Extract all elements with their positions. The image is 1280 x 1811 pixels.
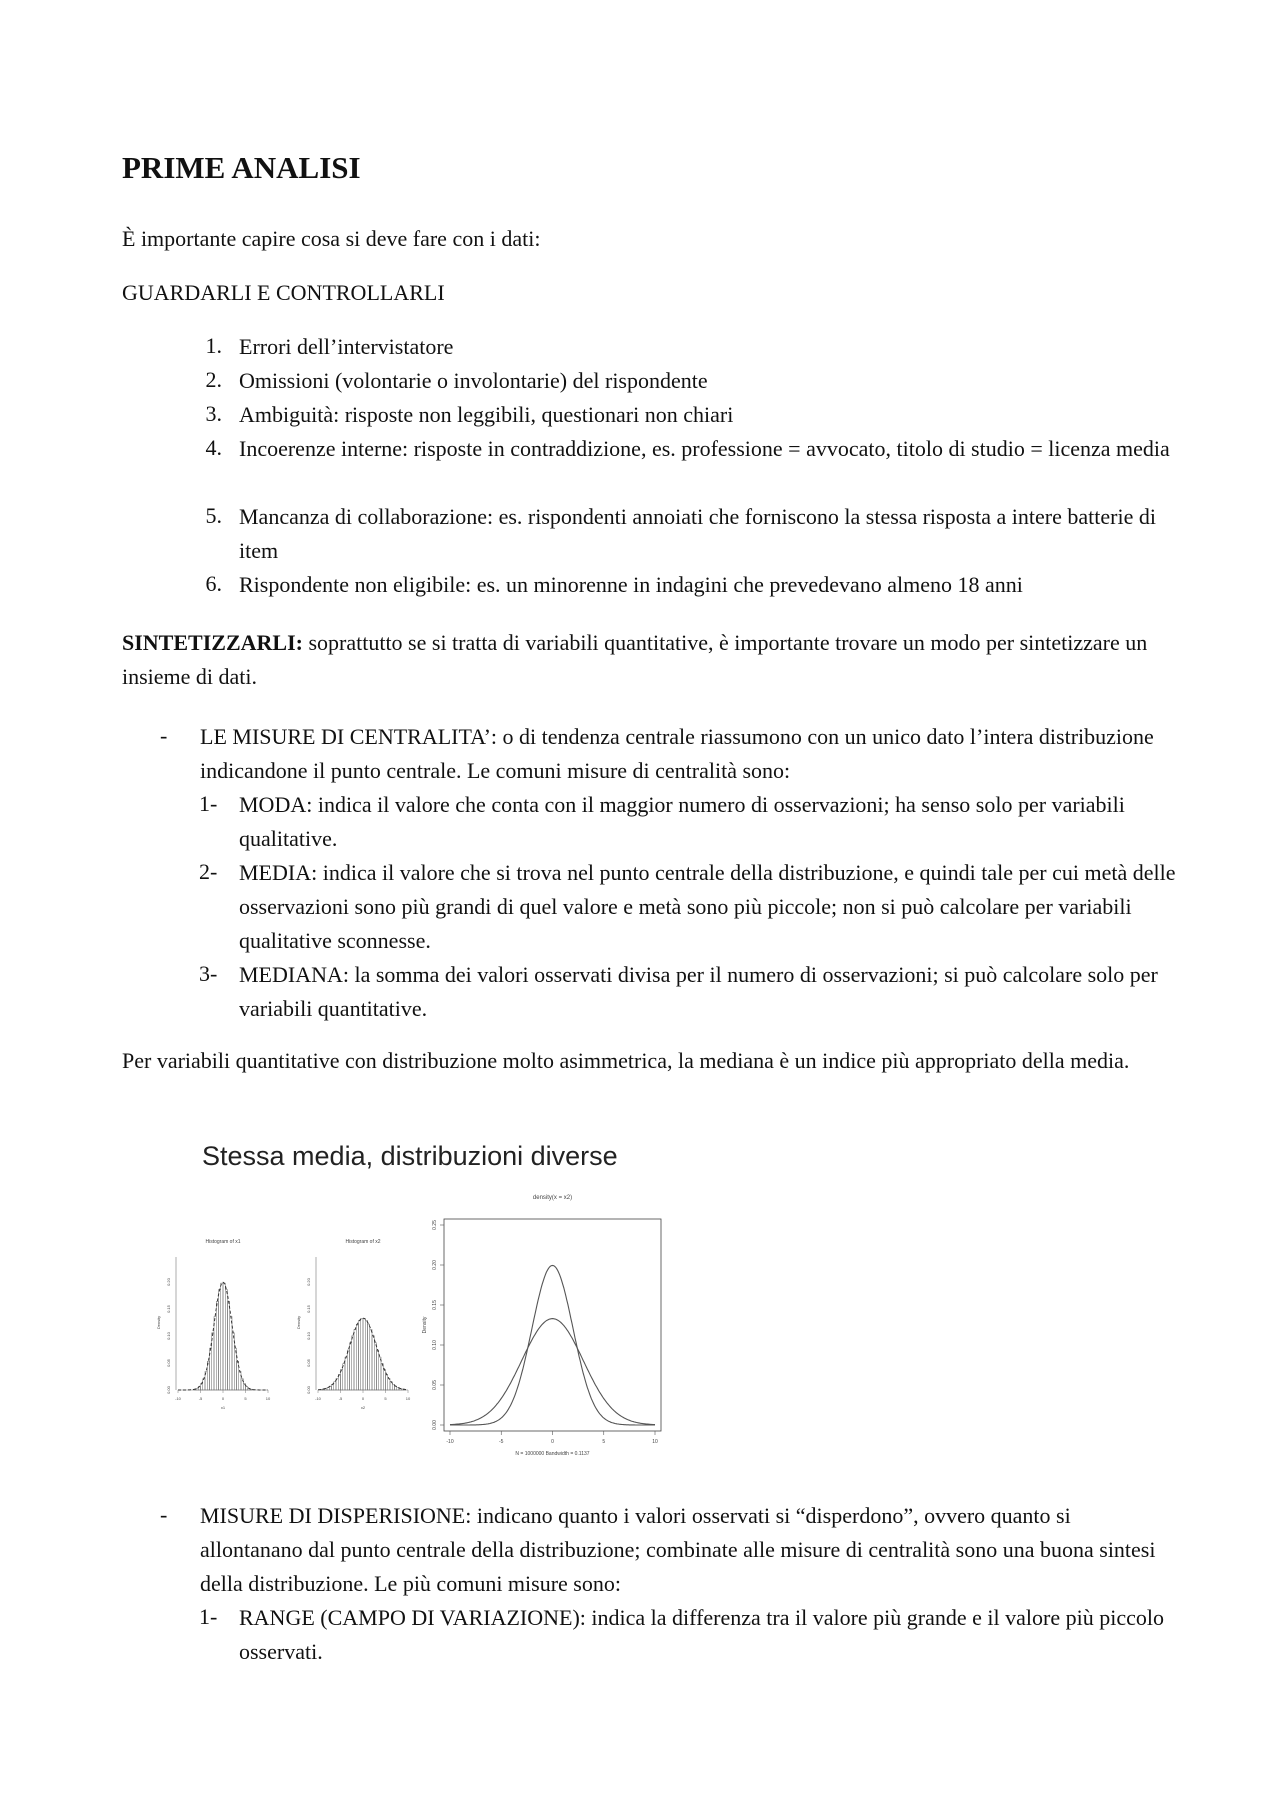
list-item: Mancanza di collaborazione: es. rispondenti annoiati che forniscono la stessa risposta a intere batterie di item bbox=[239, 504, 1156, 563]
histogram-bar bbox=[347, 1350, 349, 1390]
list-item: Omissioni (volontarie o involontarie) del rispondente bbox=[239, 368, 708, 393]
histogram-bar bbox=[379, 1357, 381, 1390]
y-tick-label: 0.00 bbox=[432, 1420, 438, 1430]
y-tick-label: 0.00 bbox=[166, 1386, 171, 1394]
list-item-number: 1- bbox=[199, 1604, 218, 1629]
bullet-dash: - bbox=[160, 1502, 168, 1527]
plot-frame bbox=[444, 1219, 661, 1431]
x-tick-label: 0 bbox=[221, 1396, 225, 1401]
y-tick-label: 0.10 bbox=[432, 1340, 438, 1350]
histogram-bar bbox=[361, 1318, 363, 1390]
y-axis-label: Density bbox=[156, 1315, 161, 1330]
histogram-bar bbox=[368, 1324, 370, 1390]
histogram-bar bbox=[341, 1369, 343, 1390]
x-tick-label: -10 bbox=[315, 1396, 321, 1401]
histogram-bar bbox=[383, 1369, 385, 1390]
histogram-bar bbox=[354, 1329, 356, 1390]
chart-title: density(x = x2) bbox=[532, 1195, 573, 1201]
list-item: Ambiguità: risposte non leggibili, questionari non chiari bbox=[239, 402, 734, 427]
list-item-number: 5. bbox=[205, 503, 222, 528]
histogram-bar bbox=[343, 1364, 345, 1390]
list-item-number: 6. bbox=[205, 571, 222, 596]
centrality-text: LE MISURE DI CENTRALITA’: o di tendenza centrale riassumono con un unico dato l’intera distribuzione indicandone il punto centrale. Le comuni misure di centralità sono: bbox=[200, 724, 1154, 783]
x-tick-label: 10 bbox=[405, 1396, 411, 1401]
histogram-bar bbox=[350, 1343, 352, 1390]
y-tick-label: 0.10 bbox=[166, 1332, 171, 1340]
synthesis-label: SINTETIZZARLI: bbox=[122, 630, 303, 655]
x-tick-label: 5 bbox=[244, 1396, 247, 1401]
x-tick-label: 10 bbox=[652, 1439, 658, 1445]
y-axis-label: Density bbox=[422, 1316, 428, 1334]
dispersion-text: MISURE DI DISPERISIONE: indicano quanto i valori osservati si “disperdono”, ovvero quanto si allontanano dal punto centrale della distribuzione; combinate alle misure di centralità sono una buona sintesi della distribuzione. Le più comuni misure sono: bbox=[200, 1503, 1156, 1596]
list-item-number: 3. bbox=[205, 401, 222, 426]
list-item: Errori dell’intervistatore bbox=[239, 334, 454, 359]
histogram-bar bbox=[225, 1290, 227, 1390]
list-item-number: 2- bbox=[199, 859, 218, 884]
histogram-bar bbox=[214, 1317, 216, 1390]
histogram-bar bbox=[388, 1379, 390, 1390]
histogram-bar bbox=[228, 1301, 230, 1390]
histogram-bar bbox=[239, 1371, 241, 1390]
list-item: MEDIANA: la somma dei valori osservati divisa per il numero di osservazioni; si può calcolare solo per variabili quantitative. bbox=[239, 962, 1158, 1021]
histogram-bar bbox=[352, 1336, 354, 1390]
x-tick-label: 0 bbox=[361, 1396, 365, 1401]
y-tick-label: 0.15 bbox=[306, 1305, 311, 1313]
x-tick-label: -5 bbox=[338, 1396, 343, 1401]
y-tick-label: 0.05 bbox=[306, 1359, 311, 1367]
y-tick-label: 0.05 bbox=[166, 1359, 171, 1367]
histogram-bar bbox=[221, 1283, 223, 1390]
histogram-bar bbox=[374, 1343, 376, 1390]
list-item: MODA: indica il valore che conta con il maggior numero di osservazioni; ha senso solo per variabili qualitative. bbox=[239, 792, 1125, 851]
histogram-bar bbox=[212, 1333, 214, 1390]
x-tick-label: -5 bbox=[499, 1439, 504, 1445]
histogram-bar bbox=[203, 1379, 205, 1390]
x-axis-label: x2 bbox=[360, 1405, 366, 1410]
histogram-bar bbox=[230, 1317, 232, 1390]
list-item-number: 1- bbox=[199, 791, 218, 816]
figure-title: Stessa media, distribuzioni diverse bbox=[202, 1141, 618, 1171]
bullet-dash: - bbox=[160, 723, 168, 748]
histogram-bar bbox=[345, 1357, 347, 1390]
histogram-bar bbox=[359, 1320, 361, 1390]
intro-text: È importante capire cosa si deve fare con i dati: bbox=[122, 226, 541, 251]
y-tick-label: 0.25 bbox=[432, 1220, 438, 1230]
histogram-bar bbox=[223, 1283, 225, 1390]
x-tick-label: 5 bbox=[602, 1439, 606, 1445]
synthesis-paragraph bbox=[122, 626, 1182, 694]
histogram-bar bbox=[377, 1350, 379, 1390]
density-panel bbox=[422, 1195, 661, 1457]
density-series-line bbox=[450, 1319, 655, 1425]
y-axis-label: Density bbox=[296, 1315, 301, 1330]
x-axis-label: x1 bbox=[220, 1405, 226, 1410]
histogram-bar bbox=[332, 1384, 334, 1390]
x-tick-label: 10 bbox=[265, 1396, 271, 1401]
y-tick-label: 0.10 bbox=[306, 1332, 311, 1340]
chart-title: Histogram of x1 bbox=[205, 1239, 241, 1245]
chart-title: Histogram of x2 bbox=[345, 1239, 381, 1245]
histogram-bar bbox=[216, 1301, 218, 1390]
section-heading-check: GUARDARLI E CONTROLLARLI bbox=[122, 280, 445, 305]
y-tick-label: 0.05 bbox=[432, 1380, 438, 1390]
histogram-bar bbox=[365, 1320, 367, 1390]
histogram-bar bbox=[234, 1348, 236, 1390]
list-item-number: 3- bbox=[199, 961, 218, 986]
histogram-bar bbox=[363, 1318, 365, 1390]
synthesis-text: soprattutto se si tratta di variabili quantitative, è importante trovare un modo per sintetizzare un insieme di dati. bbox=[122, 630, 1148, 689]
histogram-x2-panel bbox=[296, 1239, 411, 1410]
list-item-number: 4. bbox=[205, 435, 222, 460]
x-tick-label: 5 bbox=[384, 1396, 387, 1401]
x-tick-label: -10 bbox=[175, 1396, 181, 1401]
density-series-line bbox=[450, 1265, 655, 1425]
list-item: Rispondente non eligibile: es. un minorenne in indagini che prevedevano almeno 18 anni bbox=[239, 572, 1023, 597]
histogram-bar bbox=[370, 1329, 372, 1390]
histogram-bar bbox=[381, 1364, 383, 1390]
y-tick-label: 0.15 bbox=[432, 1300, 438, 1310]
list-item-number: 1. bbox=[205, 333, 222, 358]
histogram-bar bbox=[219, 1290, 221, 1390]
histogram-bar bbox=[386, 1374, 388, 1390]
y-tick-label: 0.00 bbox=[306, 1386, 311, 1394]
histogram-bar bbox=[246, 1387, 248, 1390]
x-tick-label: -5 bbox=[198, 1396, 203, 1401]
histogram-x1-panel bbox=[156, 1239, 271, 1410]
distribution-figure bbox=[156, 1195, 680, 1470]
page-title: PRIME ANALISI bbox=[122, 150, 361, 185]
y-tick-label: 0.20 bbox=[166, 1278, 171, 1286]
y-tick-label: 0.20 bbox=[432, 1260, 438, 1270]
list-item: MEDIA: indica il valore che si trova nel punto centrale della distribuzione, e quindi tale per cui metà delle osservazioni sono più grandi di quel valore e metà sono più piccole; non si può calcolare per variabili qualitative sconnesse. bbox=[239, 860, 1176, 953]
x-tick-label: -10 bbox=[446, 1439, 454, 1445]
list-item-number: 2. bbox=[205, 367, 222, 392]
list-item: Incoerenze interne: risposte in contraddizione, es. professione = avvocato, titolo di studio = licenza media bbox=[239, 436, 1170, 461]
list-item: RANGE (CAMPO DI VARIAZIONE): indica la differenza tra il valore più grande e il valore più piccolo osservati. bbox=[239, 1605, 1164, 1664]
x-axis-label: N = 1000000 Bandwidth = 0.1137 bbox=[515, 1451, 590, 1457]
histogram-bar bbox=[372, 1336, 374, 1390]
median-note: Per variabili quantitative con distribuzione molto asimmetrica, la mediana è un indice più appropriato della media. bbox=[122, 1048, 1130, 1073]
y-tick-label: 0.20 bbox=[306, 1278, 311, 1286]
x-tick-label: 0 bbox=[551, 1439, 554, 1445]
y-tick-label: 0.15 bbox=[166, 1305, 171, 1313]
histogram-bar bbox=[356, 1324, 358, 1390]
